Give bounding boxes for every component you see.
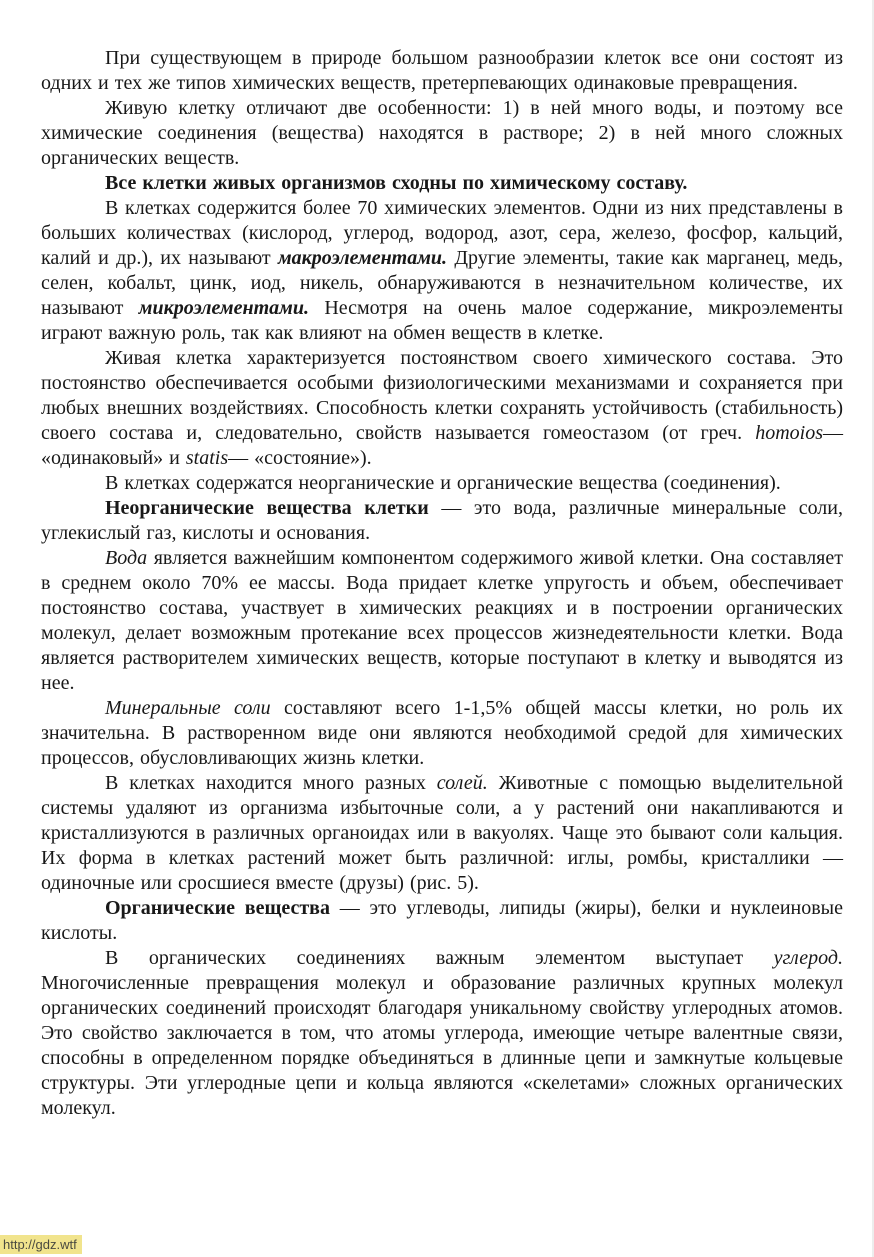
text-run-mineral-salts-term: Минеральные соли bbox=[105, 697, 271, 719]
text-run: В клетках содержатся неорганические и органические вещества (соединения). bbox=[105, 472, 781, 494]
text-run-statis-term: statis bbox=[185, 447, 229, 469]
text-run: — это углеводы, липиды (жиры), белки и нуклеиновые кислоты. bbox=[41, 897, 843, 944]
paragraph-two-features bbox=[41, 96, 843, 171]
text-run: — «одинаковый» и bbox=[41, 422, 843, 469]
paragraph-inorganic-substances bbox=[41, 496, 843, 546]
text-run: Животные с помощью выделительной системы удаляют из организма избыточные соли, а у растений они накапливаются и кристаллизуются в различных органоидах или в вакуолях. Чаще это бывают соли кальция. Их форма в клетках растений может быть различной: иглы, ромбы, кристаллики — одиночные или сросшиеся вместе (друзы) (рис. 5). bbox=[41, 772, 844, 894]
text-run: В органических соединениях важным элементом выступает bbox=[105, 947, 774, 969]
paragraph-water bbox=[41, 546, 843, 696]
paragraph-organic-substances bbox=[41, 896, 843, 946]
text-run-macroelements-term: макроэлементами. bbox=[277, 247, 448, 269]
watermark-url-badge[interactable]: http://gdz.wtf bbox=[0, 1235, 82, 1254]
paragraph-intro bbox=[41, 46, 843, 96]
text-run: — «состояние»). bbox=[228, 447, 372, 469]
paragraph-salts-in-cells bbox=[41, 771, 843, 896]
text-run-microelements-term: микроэлементами. bbox=[138, 297, 309, 319]
text-run: — это вода, различные минеральные соли, углекислый газ, кислоты и основания. bbox=[41, 497, 843, 544]
text-run-homoios-term: homoios bbox=[755, 422, 823, 444]
paragraph-substances-overview bbox=[41, 471, 843, 496]
text-run-carbon-term: углерод. bbox=[773, 947, 843, 969]
paragraph-elements bbox=[41, 196, 843, 346]
text-run: Живая клетка характеризуется постоянством своего химического состава. Это постоянство обеспечивается особыми физиологическими механизмами и сохраняется при любых внешних воздействиях. Способность клетки сохранять устойчивость (стабильность) своего состава и, следовательно, свойств называется гомеостазом (от греч. bbox=[41, 347, 843, 444]
text-run: Другие элементы, такие как марганец, медь, селен, кобальт, цинк, иод, никель, обнаруживаются в незначительном количестве, их называют bbox=[41, 247, 843, 319]
text-run-inorganic-term: Неорганические вещества клетки bbox=[105, 497, 429, 519]
text-run: Многочисленные превращения молекул и образование различных крупных молекул органических соединений происходят благодаря уникальному свойству углеродных атомов. Это свойство заключается в том, что атомы углерода, имеющие четыре валентные связи, способны в определенном порядке объединяться в длинные цепи и замкнутые кольцевые структуры. Эти углеродные цепи и кольца являются «скелетами» сложных органических молекул. bbox=[41, 972, 843, 1119]
text-run-organic-term: Органические вещества bbox=[105, 897, 330, 919]
text-run-salts-term: солей. bbox=[436, 772, 488, 794]
paragraph-carbon bbox=[41, 946, 843, 1121]
paragraph-homeostasis bbox=[41, 346, 843, 471]
text-run: Несмотря на очень малое содержание, микроэлементы играют важную роль, так как влияют на обмен веществ в клетке. bbox=[41, 297, 843, 344]
paragraph-mineral-salts bbox=[41, 696, 843, 771]
text-run: В клетках находится много разных bbox=[105, 772, 437, 794]
text-run: В клетках содержится более 70 химических элементов. Одни из них представлены в больших количествах (кислород, углерод, водород, азот, сера, железо, фосфор, кальций, калий и др.), их называют bbox=[41, 197, 843, 269]
text-run: является важнейшим компонентом содержимого живой клетки. Она составляет в среднем около 70% ее массы. Вода придает клетке упругость и объем, обеспечивает постоянство состава, участвует в химических реакциях и в построении органических молекул, делает возможным протекание всех процессов жизнедеятельности клетки. Вода является растворителем химических веществ, которые поступают в клетку и выводятся из нее. bbox=[41, 547, 843, 694]
section-heading-chemical-composition bbox=[41, 171, 843, 196]
text-run-bold: Все клетки живых организмов сходны по химическому составу. bbox=[105, 172, 688, 194]
text-run-water-term: Вода bbox=[105, 547, 148, 569]
text-run: Живую клетку отличают две особенности: 1) в ней много воды, и поэтому все химические соединения (вещества) находятся в растворе; 2) в ней много сложных органических веществ. bbox=[41, 97, 843, 169]
text-run: При существующем в природе большом разнообразии клеток все они состоят из одних и тех же типов химических веществ, претерпевающих одинаковые превращения. bbox=[41, 47, 843, 94]
text-run: составляют всего 1-1,5% общей массы клетки, но роль их значительна. В растворенном виде они являются необходимой средой для химических процессов, обусловливающих жизнь клетки. bbox=[41, 697, 843, 769]
